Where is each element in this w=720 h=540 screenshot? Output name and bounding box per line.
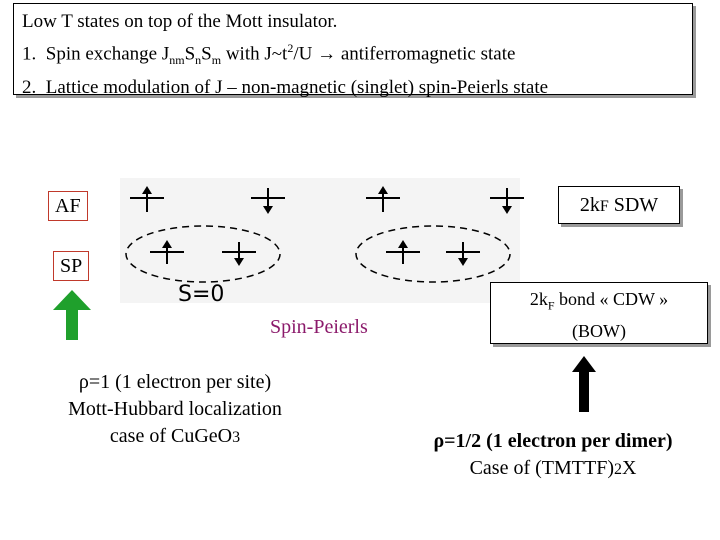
mott-hubbard-text: Mott-Hubbard localization [68, 398, 282, 420]
sdw-box: 2kF SDW [558, 186, 680, 224]
left-text-block [30, 369, 320, 451]
header-line-1: Low T states on top of the Mott insulator. [22, 11, 338, 32]
right-text-block [398, 428, 708, 483]
rho-half-text: ρ=1/2 (1 electron per dimer) [433, 430, 673, 452]
header-item-2: 2. Lattice modulation of J – non-magnetic (singlet) spin-Peierls state [22, 77, 549, 99]
green-up-arrow-icon [53, 290, 91, 340]
cugeo-text: case of CuGeO3 [109, 425, 241, 447]
spin-peierls-label: Spin-Peierls [270, 316, 368, 338]
af-label: AF [48, 191, 88, 221]
s0-label: S=0 [178, 282, 225, 307]
header-item-1: 1. Spin exchange $J_{nm}S_nS_m$ with $J\sim t^2/U$ → antiferromagnetic state [22, 41, 516, 68]
tmttf-text: Case of (TMTTF)2X [469, 457, 637, 479]
right-arrow-icon: → [317, 43, 337, 65]
black-up-arrow-icon [572, 356, 596, 412]
rho-1-text: ρ=1 (1 electron per site) [78, 371, 272, 393]
sp-label: SP [53, 251, 89, 281]
bow-box: $2k_F$ bond « CDW » (BOW) [490, 282, 708, 344]
